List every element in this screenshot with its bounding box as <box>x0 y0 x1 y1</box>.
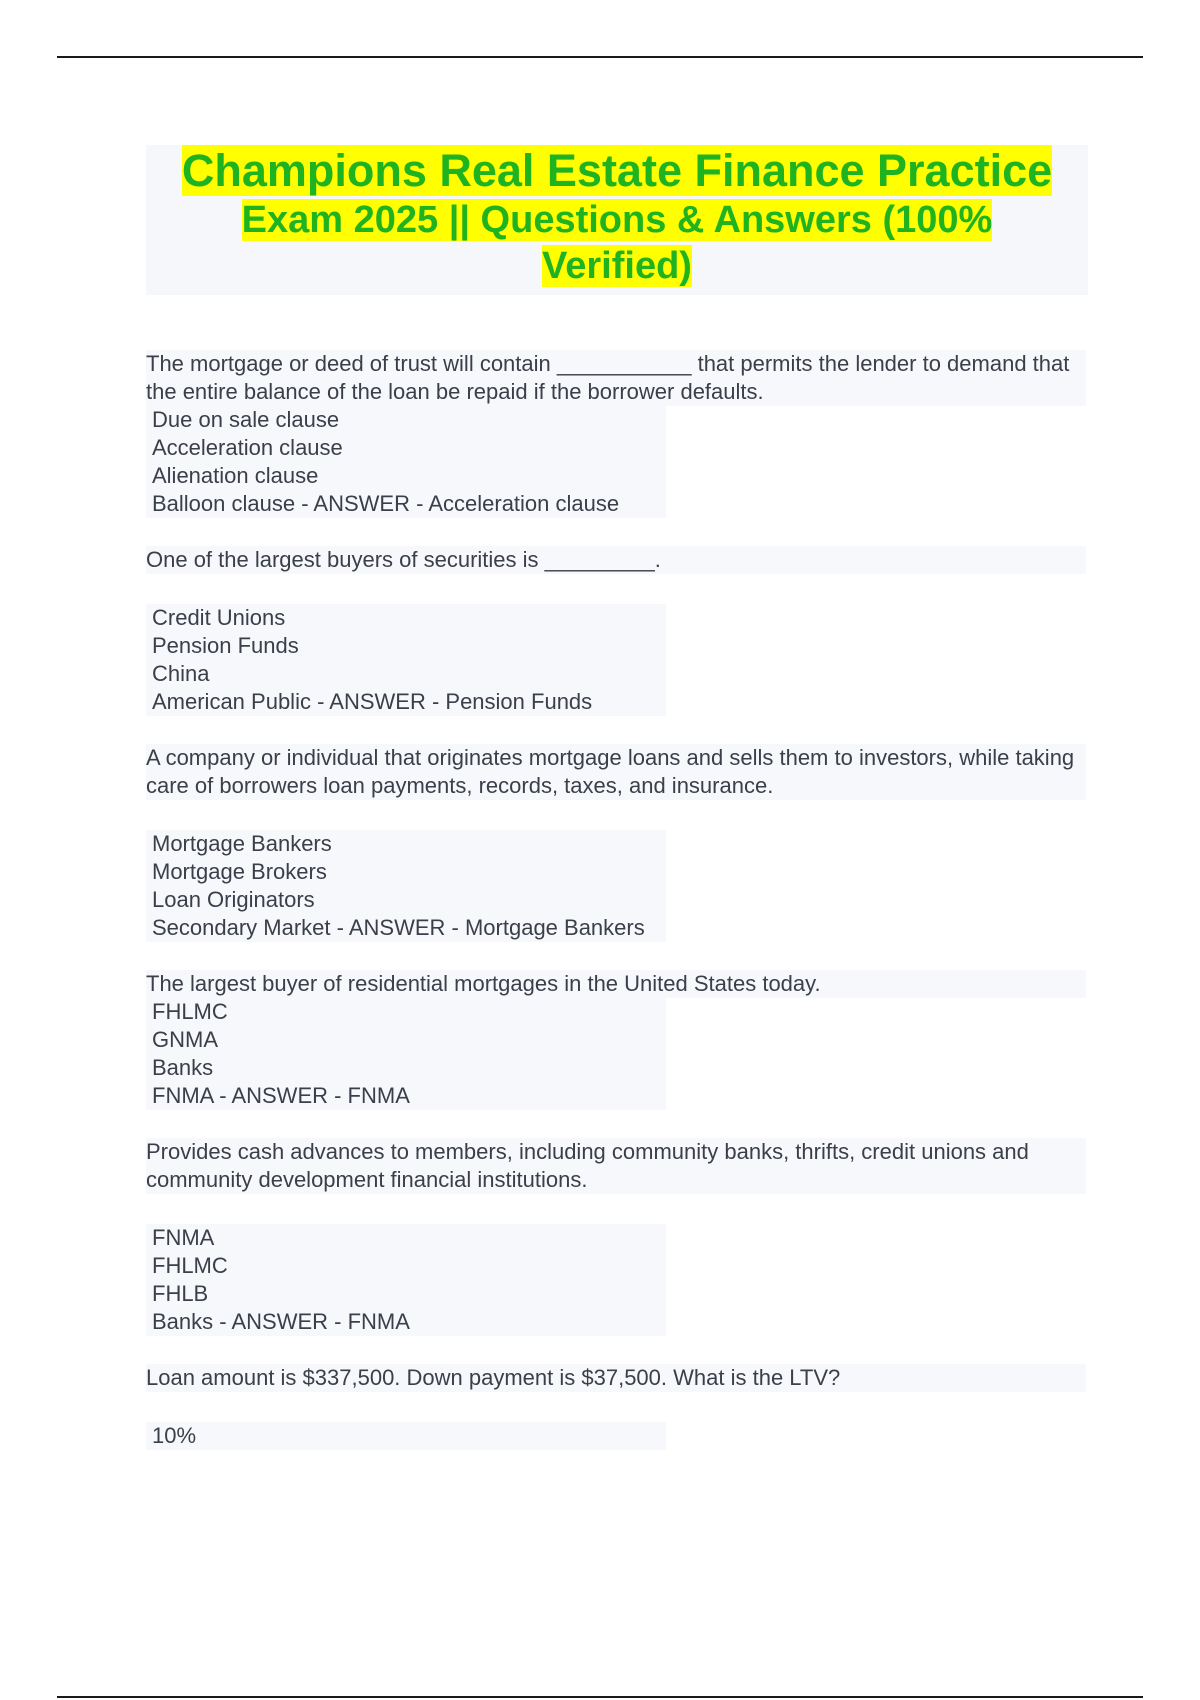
title-line-3: Verified) <box>542 245 692 287</box>
option-item: Acceleration clause <box>146 434 1086 462</box>
option-item: GNMA <box>146 1026 1086 1054</box>
option-item-answer: American Public - ANSWER - Pension Funds <box>146 688 1086 716</box>
question-list <box>146 350 1086 1450</box>
question-block-3 <box>146 744 1086 942</box>
option-list <box>146 830 1086 942</box>
question-text: One of the largest buyers of securities is _________. <box>146 546 1086 574</box>
option-item: FNMA <box>146 1224 1086 1252</box>
question-text: Loan amount is $337,500. Down payment is $37,500. What is the LTV? <box>146 1364 1086 1392</box>
option-list <box>146 1224 1086 1336</box>
bottom-rule <box>57 1696 1143 1698</box>
top-rule <box>57 56 1143 58</box>
title-line-1: Champions Real Estate Finance Practice <box>181 145 1053 196</box>
question-text: A company or individual that originates mortgage loans and sells them to investors, while taking care of borrowers loan payments, records, taxes, and insurance. <box>146 744 1086 800</box>
option-item: Pension Funds <box>146 632 1086 660</box>
option-item-answer: Balloon clause - ANSWER - Acceleration clause <box>146 490 1086 518</box>
option-item: Banks <box>146 1054 1086 1082</box>
option-item: Mortgage Brokers <box>146 858 1086 886</box>
option-item: 10% <box>146 1422 1086 1450</box>
option-list <box>146 1422 1086 1450</box>
question-block-2 <box>146 546 1086 716</box>
option-item: China <box>146 660 1086 688</box>
option-list <box>146 604 1086 716</box>
question-block-4 <box>146 970 1086 1110</box>
option-item: FHLB <box>146 1280 1086 1308</box>
option-item: Credit Unions <box>146 604 1086 632</box>
option-item-answer: Banks - ANSWER - FNMA <box>146 1308 1086 1336</box>
option-item-answer: FNMA - ANSWER - FNMA <box>146 1082 1086 1110</box>
option-list <box>146 998 1086 1110</box>
title-line-2: Exam 2025 || Questions & Answers (100% <box>241 199 993 241</box>
option-item: Mortgage Bankers <box>146 830 1086 858</box>
question-block-5 <box>146 1138 1086 1336</box>
question-block-6 <box>146 1364 1086 1450</box>
option-item: Alienation clause <box>146 462 1086 490</box>
question-block-1 <box>146 350 1086 518</box>
question-text: The largest buyer of residential mortgages in the United States today. <box>146 970 1086 998</box>
option-item: Loan Originators <box>146 886 1086 914</box>
question-text: The mortgage or deed of trust will contain ___________ that permits the lender to demand that the entire balance of the loan be repaid if the borrower defaults. <box>146 350 1086 406</box>
option-item: FHLMC <box>146 998 1086 1026</box>
option-item: FHLMC <box>146 1252 1086 1280</box>
option-list <box>146 406 1086 518</box>
question-text: Provides cash advances to members, including community banks, thrifts, credit unions and community development financial institutions. <box>146 1138 1086 1194</box>
option-item: Due on sale clause <box>146 406 1086 434</box>
document-title <box>146 145 1088 295</box>
option-item-answer: Secondary Market - ANSWER - Mortgage Bankers <box>146 914 1086 942</box>
